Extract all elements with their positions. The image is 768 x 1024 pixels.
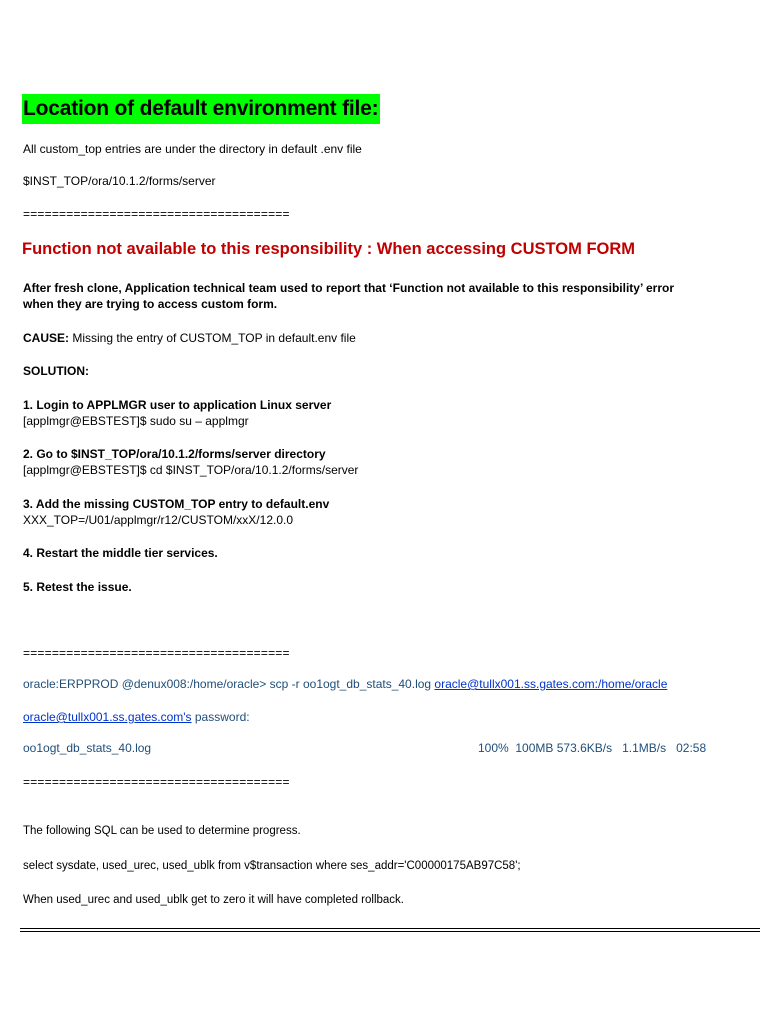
scp-transfer-stats: 100% 100MB 573.6KB/s 1.1MB/s 02:58: [478, 741, 707, 755]
sql-query: select sysdate, used_urec, used_ublk from v$transaction where ses_addr='C00000175AB97C58';: [23, 860, 521, 872]
scp-target-link[interactable]: oracle@tullx001.ss.gates.com:/home/oracle: [434, 677, 668, 691]
scp-command-line: [23, 677, 667, 691]
scp-password-line: [23, 710, 250, 724]
separator-3: =====================================: [23, 775, 290, 789]
scp-password-suffix: password:: [191, 710, 250, 724]
cause-line: [23, 331, 356, 345]
scp-password-user-link[interactable]: oracle@tullx001.ss.gates.com's: [23, 710, 192, 724]
step-3-title: 3. Add the missing CUSTOM_TOP entry to default.env: [23, 497, 330, 511]
section-title: Function not available to this responsibility : When accessing CUSTOM FORM: [22, 240, 636, 258]
cause-label: CAUSE:: [23, 331, 70, 345]
description-line-1: After fresh clone, Application technical team used to report that ‘Function not available to this responsibility’ error: [23, 281, 674, 295]
bottom-rule: [20, 928, 760, 929]
step-4-title: 4. Restart the middle tier services.: [23, 546, 218, 560]
env-path: $INST_TOP/ora/10.1.2/forms/server: [23, 174, 216, 188]
heading-default-env-file: Location of default environment file:: [22, 94, 380, 124]
sql-note: When used_urec and used_ublk get to zero it will have completed rollback.: [23, 894, 404, 906]
step-1-title: 1. Login to APPLMGR user to application Linux server: [23, 398, 332, 412]
separator-1: =====================================: [23, 207, 290, 221]
sql-intro: The following SQL can be used to determine progress.: [23, 825, 301, 837]
bottom-rule-double: [20, 931, 760, 932]
description-line-2: when they are trying to access custom form.: [23, 297, 278, 311]
cause-text: Missing the entry of CUSTOM_TOP in default.env file: [69, 331, 356, 345]
step-5-title: 5. Retest the issue.: [23, 580, 132, 594]
step-2-command: [applmgr@EBSTEST]$ cd $INST_TOP/ora/10.1.2/forms/server: [23, 463, 359, 477]
step-2-title: 2. Go to $INST_TOP/ora/10.1.2/forms/server directory: [23, 447, 326, 461]
step-3-command: XXX_TOP=/U01/applmgr/r12/CUSTOM/xxX/12.0.0: [23, 513, 294, 527]
intro-line: All custom_top entries are under the directory in default .env file: [23, 142, 362, 156]
scp-file-name: oo1ogt_db_stats_40.log: [23, 741, 152, 755]
separator-2: =====================================: [23, 646, 290, 660]
solution-label: SOLUTION:: [23, 364, 89, 378]
scp-prompt: oracle:ERPPROD @denux008:/home/oracle> scp -r oo1ogt_db_stats_40.log: [23, 677, 435, 691]
step-1-command: [applmgr@EBSTEST]$ sudo su – applmgr: [23, 414, 249, 428]
